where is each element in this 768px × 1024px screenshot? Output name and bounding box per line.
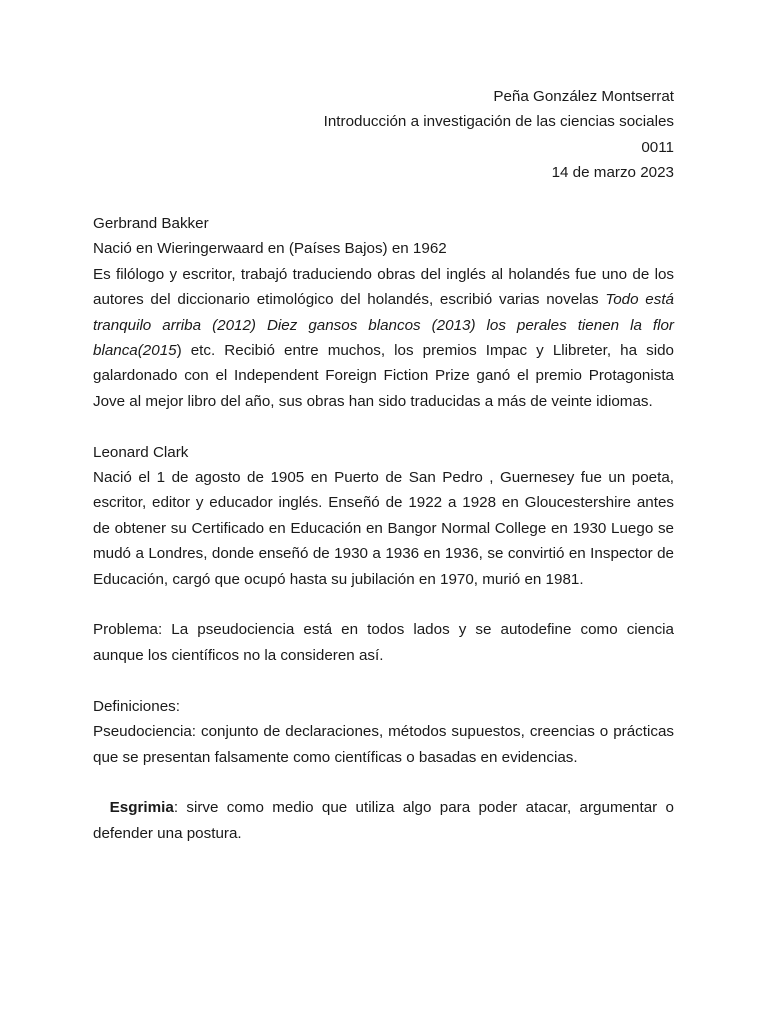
document-page bbox=[93, 84, 674, 846]
bakker-bio-text-1: Es filólogo y escritor, trabajó traduciendo obras del inglés al holandés fue uno de los autores del diccionario etimológico del holandés, escribió varias novelas bbox=[93, 265, 674, 309]
bakker-birth: Nació en Wieringerwaard en (Países Bajos) en 1962 bbox=[93, 240, 447, 258]
group-number: 0011 bbox=[641, 138, 674, 156]
definition-pseudociencia: Pseudociencia: conjunto de declaraciones, métodos supuestos, creencias o prácticas que se presentan falsamente como científicas o basadas en evidencias. bbox=[93, 723, 674, 766]
spacer bbox=[93, 592, 674, 617]
clark-bio: Nació el 1 de agosto de 1905 en Puerto de San Pedro , Guernesey fue un poeta, escritor, editor y educador inglés. Enseñó de 1922 a 1928 en Gloucestershire antes de obtener su Certificado en Educación en Bangor Normal College en 1930 Luego se mudó a Londres, donde enseñó de 1930 a 1936 en 1936, se convirtió en Inspector de Educación, cargó que ocupó hasta su jubilación en 1970, murió en 1981. bbox=[93, 469, 674, 588]
spacer bbox=[93, 770, 674, 795]
author-name: Peña González Montserrat bbox=[493, 88, 674, 105]
bakker-bio bbox=[93, 262, 674, 414]
course-title: Introducción a investigación de las ciencias sociales bbox=[323, 113, 674, 131]
spacer bbox=[93, 414, 674, 439]
document-date: 14 de marzo 2023 bbox=[551, 164, 674, 182]
definition-esgrimia bbox=[93, 795, 674, 846]
bakker-bio-text-2: ) etc. Recibió entre muchos, los premios Impac y Llibreter, ha sido galardonado con el Independent Foreign Fiction Prize ganó el premio Protagonista Jove al mejor libro del año, sus obras han sido traducidas a más de veinte idiomas. bbox=[93, 342, 674, 410]
esgrimia-text: : sirve como medio que utiliza algo para poder atacar, argumentar o defender una postura. bbox=[93, 799, 674, 842]
spacer bbox=[93, 668, 674, 693]
problem-statement: Problema: La pseudociencia está en todos lados y se autodefine como ciencia aunque los científicos no la consideren así. bbox=[93, 621, 674, 664]
esgrimia-term: Esgrimia bbox=[109, 799, 174, 817]
clark-name: Leonard Clark bbox=[93, 443, 189, 461]
definitions-heading: Definiciones: bbox=[93, 697, 180, 715]
bakker-name: Gerbrand Bakker bbox=[93, 215, 209, 233]
spacer bbox=[93, 186, 674, 211]
bakker-novels: Todo está tranquilo arriba (2012) Diez gansos blancos (2013) los perales tienen la flor blanca(2015 bbox=[93, 291, 674, 360]
